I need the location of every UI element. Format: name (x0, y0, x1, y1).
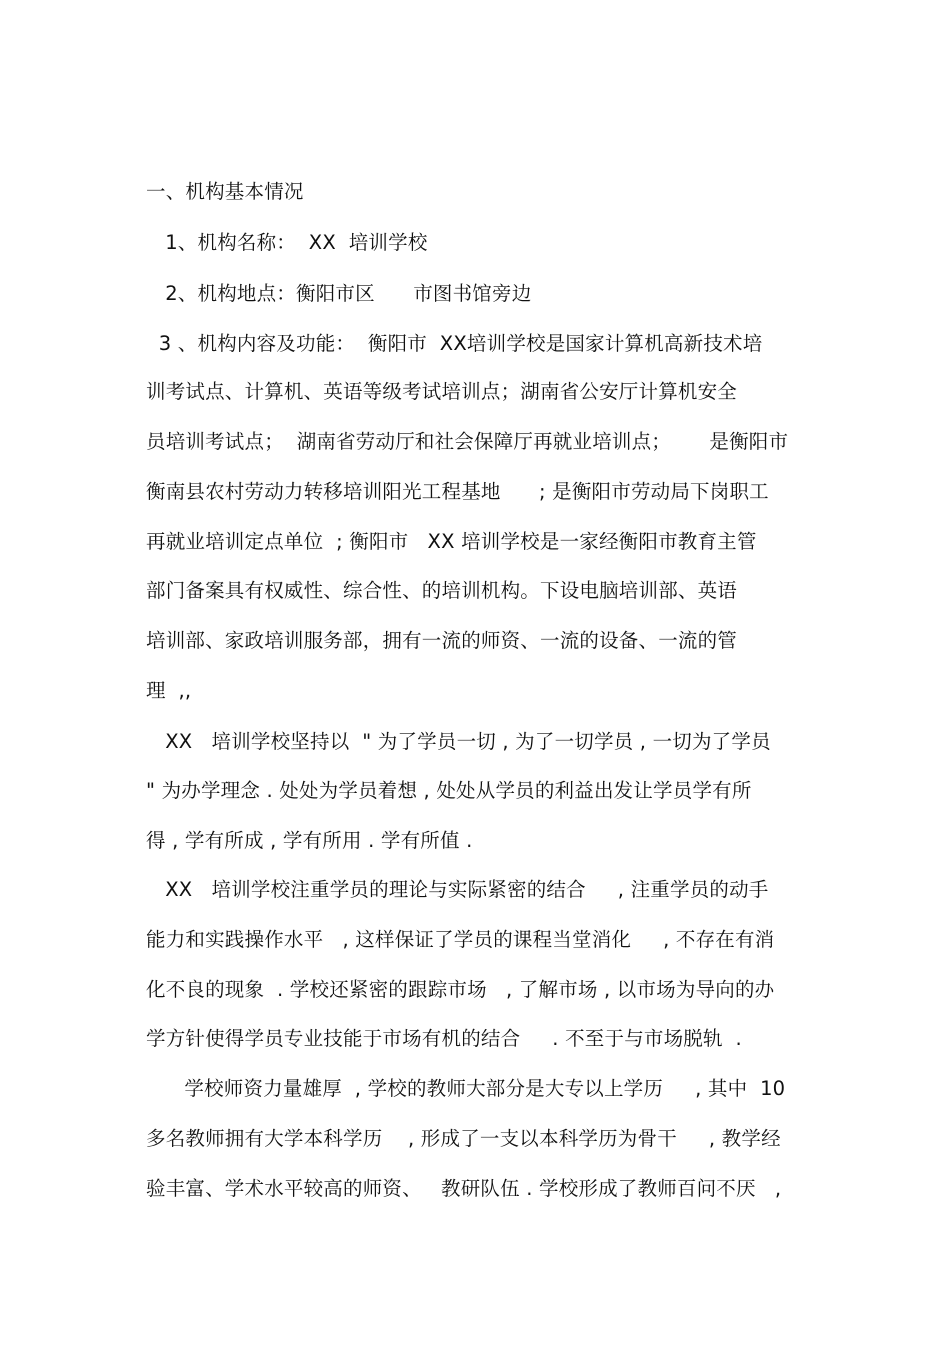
section-heading: 一、机构基本情况 (146, 180, 304, 203)
text-line: 员培训考试点； 湖南省劳动厅和社会保障厅再就业培训点； 是衡阳市 (146, 430, 789, 453)
text-line: 部门备案具有权威性、综合性、的培训机构。下设电脑培训部、英语 (146, 579, 738, 602)
text-line: 化不良的现象 . 学校还紧密的跟踪市场 , 了解市场 , 以市场为导向的办 (146, 978, 775, 1001)
text-line: 学方针使得学员专业技能于市场有机的结合 . 不至于与市场脱轨 . (146, 1027, 742, 1050)
text-line: 衡南县农村劳动力转移培训阳光工程基地 ; 是衡阳市劳动局下岗职工 (146, 480, 769, 503)
text-line: 培训部、家政培训服务部，拥有一流的师资、一流的设备、一流的管 (146, 629, 738, 652)
text-line: 得 , 学有所成 , 学有所用 . 学有所值 . (146, 829, 473, 852)
text-line: 3 、机构内容及功能： 衡阳市 XX培训学校是国家计算机高新技术培 (146, 332, 763, 355)
text-line: 理 ,, (146, 679, 192, 702)
text-line: XX 培训学校坚持以 " 为了学员一切 , 为了一切学员 , 一切为了学员 (146, 730, 771, 753)
text-line: 1、机构名称： XX 培训学校 (146, 231, 428, 254)
text-line: 训考试点、计算机、英语等级考试培训点；湖南省公安厅计算机安全 (146, 380, 738, 403)
text-line: 多名教师拥有大学本科学历 , 形成了一支以本科学历为骨干 , 教学经 (146, 1127, 781, 1150)
text-line: 再就业培训定点单位 ; 衡阳市 XX 培训学校是一家经衡阳市教育主管 (146, 530, 757, 553)
text-line: " 为办学理念 . 处处为学员着想 , 处处从学员的利益出发让学员学有所 (146, 779, 752, 802)
text-line: 学校师资力量雄厚 , 学校的教师大部分是大专以上学历 , 其中 10 (146, 1077, 786, 1100)
text-line: 能力和实践操作水平 , 这样保证了学员的课程当堂消化 , 不存在有消 (146, 928, 775, 951)
text-line: 验丰富、学术水平较高的师资、 教研队伍 . 学校形成了教师百问不厌 , (146, 1177, 782, 1200)
text-line: XX 培训学校注重学员的理论与实际紧密的结合 , 注重学员的动手 (146, 878, 769, 901)
text-line: 2、机构地点：衡阳市区 市图书馆旁边 (146, 282, 532, 305)
